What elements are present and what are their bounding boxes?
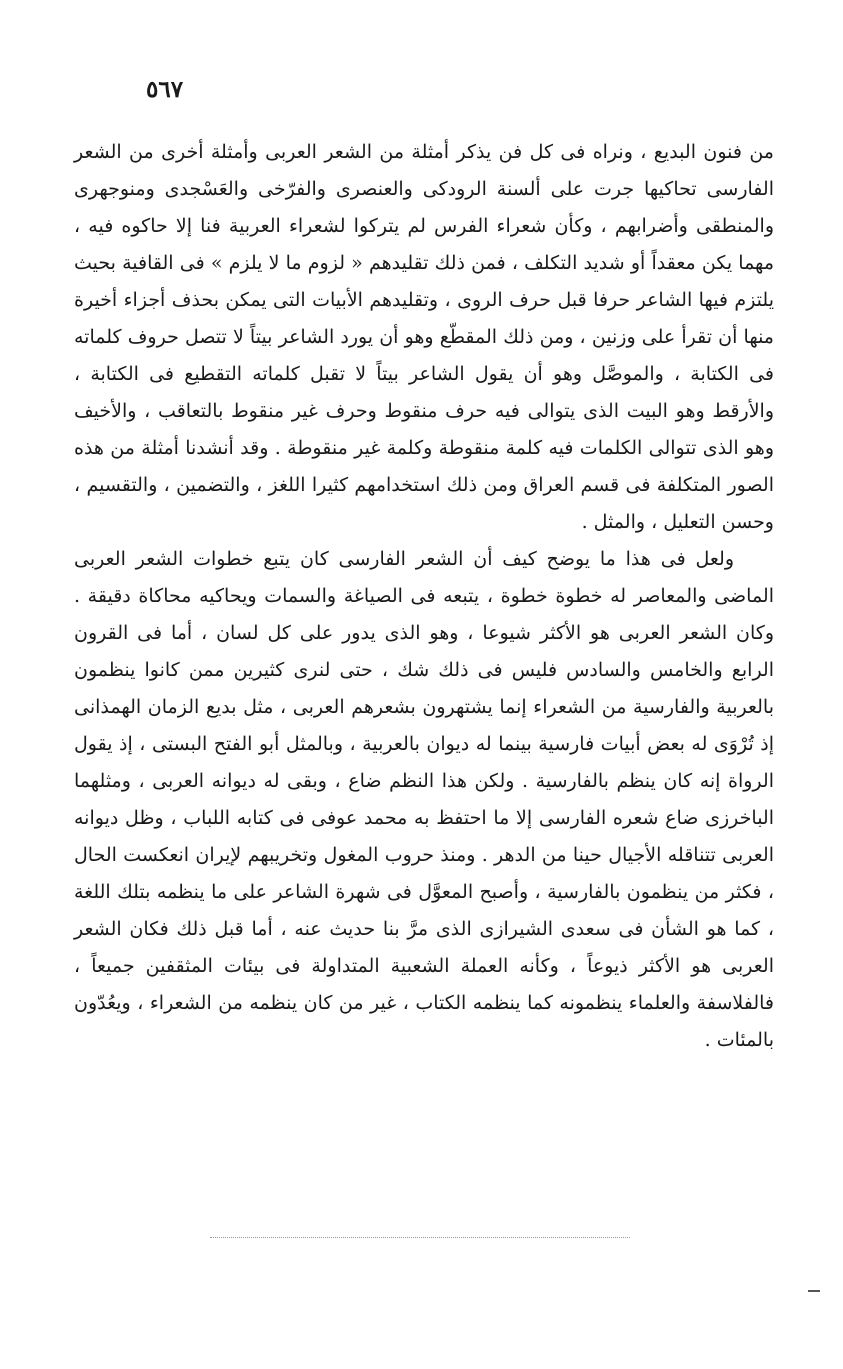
- page-number: ٥٦٧: [146, 76, 184, 103]
- paragraph-1: من فنون البديع ، ونراه فى كل فن يذكر أمثلة من الشعر العربى وأمثلة أخرى من الشعر الفارسى تحاكيها جرت على ألسنة الرودكى والعنصرى والفرّخى والعَسْجدى ومنوجهرى والمنطقى وأضرابهم ، وكأن شعراء الفرس لم يتركوا لشعراء العربية فنا إلا حاكوه فيه ، مهما يكن معقداً أو شديد التكلف ، فمن ذلك تقليدهم « لزوم ما لا يلزم » فى القافية بحيث يلتزم فيها الشاعر حرفا قبل حرف الروى ، وتقليدهم الأبيات التى يمكن بحذف أجزاء أخيرة منها أن تقرأ على وزنين ، ومن ذلك المقطّع وهو أن يورد الشاعر بيتاً لا تتصل حروف كلماته فى الكتابة ، والموصَّل وهو أن يقول الشاعر بيتاً لا تقبل كلماته التقطيع فى الكتابة ، والأرقط وهو البيت الذى يتوالى فيه حرف منقوط وحرف غير منقوط بالتعاقب ، والأخيف وهو الذى تتوالى الكلمات فيه كلمة منقوطة وكلمة غير منقوطة . وقد أنشدنا أمثلة من هذه الصور المتكلفة فى قسم العراق ومن ذلك استخدامهم كثيرا اللغز ، والتضمين ، والتقسيم ، وحسن التعليل ، والمثل .: [74, 141, 774, 533]
- margin-mark: [808, 1290, 820, 1292]
- bottom-divider: [210, 1237, 630, 1238]
- page-body: [74, 134, 774, 1059]
- paragraph-2: ولعل فى هذا ما يوضح كيف أن الشعر الفارسى كان يتبع خطوات الشعر العربى الماضى والمعاصر له خطوة خطوة ، يتبعه فى الصياغة والسمات ويحاكيه محاكاة دقيقة . وكان الشعر العربى هو الأكثر شيوعا ، وهو الذى يدور على كل لسان ، أما فى القرون الرابع والخامس والسادس فليس فى ذلك شك ، حتى لنرى كثيرين ممن كانوا ينظمون بالعربية والفارسية من الشعراء إنما يشتهرون بشعرهم العربى ، مثل بديع الزمان الهمذانى إذ تُرْوَى له بعض أبيات فارسية بينما له ديوان بالعربية ، وبالمثل أبو الفتح البستى ، إذ يقول الرواة إنه كان ينظم بالفارسية . ولكن هذا النظم ضاع ، وبقى له ديوانه العربى ، ومثلهما الباخرزى ضاع شعره الفارسى إلا ما احتفظ به محمد عوفى فى كتابه اللباب ، وظل ديوانه العربى تتناقله الأجيال حينا من الدهر . ومنذ حروب المغول وتخريبهم لإيران انعكست الحال ، فكثر من ينظمون بالفارسية ، وأصبح المعوَّل فى شهرة الشاعر على ما ينظمه بتلك اللغة ، كما هو الشأن فى سعدى الشيرازى الذى مرَّ بنا حديث عنه ، أما قبل ذلك فكان الشعر العربى هو الأكثر ذيوعاً ، وكأنه العملة الشعبية المتداولة فى بيئات المثقفين جميعاً ، فالفلاسفة والعلماء ينظمونه كما ينظمه الكتاب ، غير من كان ينظمه من الشعراء ، ويعُدّون بالمئات .: [74, 548, 775, 1051]
